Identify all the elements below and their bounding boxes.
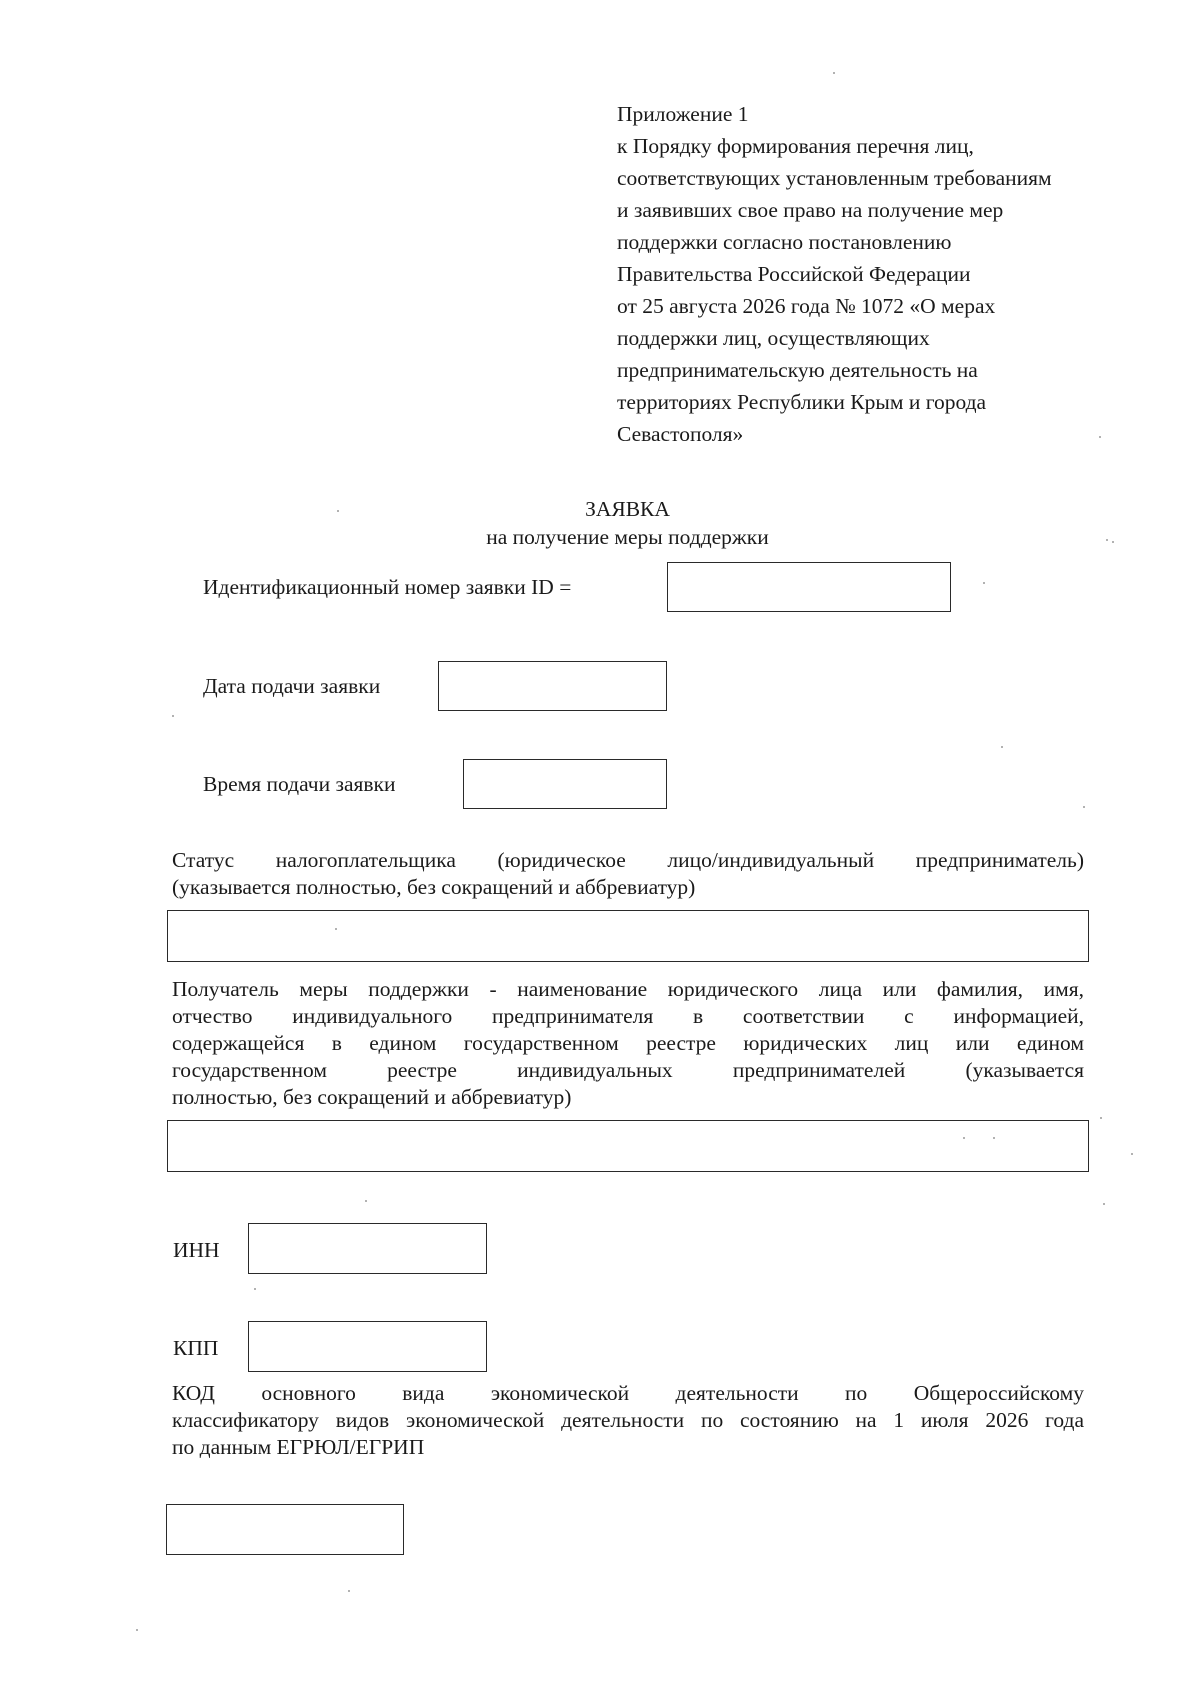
scan-speck (172, 715, 174, 717)
scan-speck (1001, 746, 1003, 748)
inn-label: ИНН (173, 1238, 220, 1262)
scan-speck (1100, 1117, 1102, 1119)
appendix-line-1: Приложение 1 (617, 102, 749, 126)
recipient-label-line-1: Получатель меры поддержки - наименование юридического лица или фамилия, имя, (172, 977, 1084, 1001)
title-heading: ЗАЯВКА (585, 497, 670, 521)
application-id-label: Идентификационный номер заявки ID = (203, 575, 572, 599)
recipient-label-line-2: отчество индивидуального предпринимателя в соответствии с информацией, (172, 1004, 1084, 1028)
scan-speck (136, 1629, 138, 1631)
appendix-line-2: к Порядку формирования перечня лиц, (617, 134, 974, 158)
okved-code-label-line-2: классификатору видов экономической деятельности по состоянию на 1 июля 2026 года (172, 1408, 1084, 1432)
appendix-line-10: территориях Республики Крым и города (617, 390, 987, 414)
scan-speck (1112, 541, 1114, 543)
okved-code-field[interactable] (166, 1504, 404, 1555)
title-subheading: на получение меры поддержки (486, 525, 769, 549)
recipient-label-line-4: государственном реестре индивидуальных предпринимателей (указывается (172, 1058, 1084, 1082)
submission-time-label: Время подачи заявки (203, 772, 396, 796)
okved-code-label-line-1: КОД основного вида экономической деятельности по Общероссийскому (172, 1381, 1084, 1405)
appendix-block (617, 98, 1137, 450)
taxpayer-status-label-line-1: Статус налогоплательщика (юридическое лицо/индивидуальный предприниматель) (172, 848, 1084, 872)
appendix-line-6: Правительства Российской Федерации (617, 262, 971, 286)
scan-speck (1131, 1153, 1133, 1155)
appendix-line-9: предпринимательскую деятельность на (617, 358, 978, 382)
submission-date-field[interactable] (438, 661, 667, 711)
scan-speck (1083, 806, 1085, 808)
kpp-field[interactable] (248, 1321, 487, 1372)
appendix-line-5: поддержки согласно постановлению (617, 230, 952, 254)
scan-speck (993, 1137, 995, 1139)
scan-speck (1103, 1203, 1105, 1205)
appendix-line-8: поддержки лиц, осуществляющих (617, 326, 930, 350)
scan-speck (335, 928, 337, 930)
submission-time-field[interactable] (463, 759, 667, 809)
appendix-line-11: Севастополя» (617, 422, 744, 446)
kpp-label: КПП (173, 1336, 219, 1360)
okved-code-label-line-3: по данным ЕГРЮЛ/ЕГРИП (172, 1435, 425, 1459)
scan-speck (365, 1200, 367, 1202)
taxpayer-status-field[interactable] (167, 910, 1089, 962)
scan-speck (1106, 539, 1108, 541)
scan-speck (1099, 436, 1101, 438)
scan-speck (963, 1137, 965, 1139)
appendix-line-4: и заявивших свое право на получение мер (617, 198, 1004, 222)
recipient-label-line-3: содержащейся в едином государственном реестре юридических лиц или едином (172, 1031, 1084, 1055)
appendix-line-3: соответствующих установленным требованиям (617, 166, 1052, 190)
submission-date-label: Дата подачи заявки (203, 674, 381, 698)
taxpayer-status-label-line-2: (указывается полностью, без сокращений и аббревиатур) (172, 875, 696, 899)
taxpayer-status-label (172, 847, 1084, 901)
recipient-field[interactable] (167, 1120, 1089, 1172)
scan-speck (254, 1288, 256, 1290)
inn-field[interactable] (248, 1223, 487, 1274)
scan-speck (983, 582, 985, 584)
recipient-label-line-5: полностью, без сокращений и аббревиатур) (172, 1085, 572, 1109)
document-title (0, 495, 1200, 551)
scan-speck (337, 510, 339, 512)
okved-code-label (172, 1380, 1084, 1461)
scan-speck (833, 72, 835, 74)
appendix-line-7: от 25 августа 2026 года № 1072 «О мерах (617, 294, 996, 318)
scan-speck (348, 1590, 350, 1592)
application-id-field[interactable] (667, 562, 951, 612)
recipient-label (172, 976, 1084, 1111)
